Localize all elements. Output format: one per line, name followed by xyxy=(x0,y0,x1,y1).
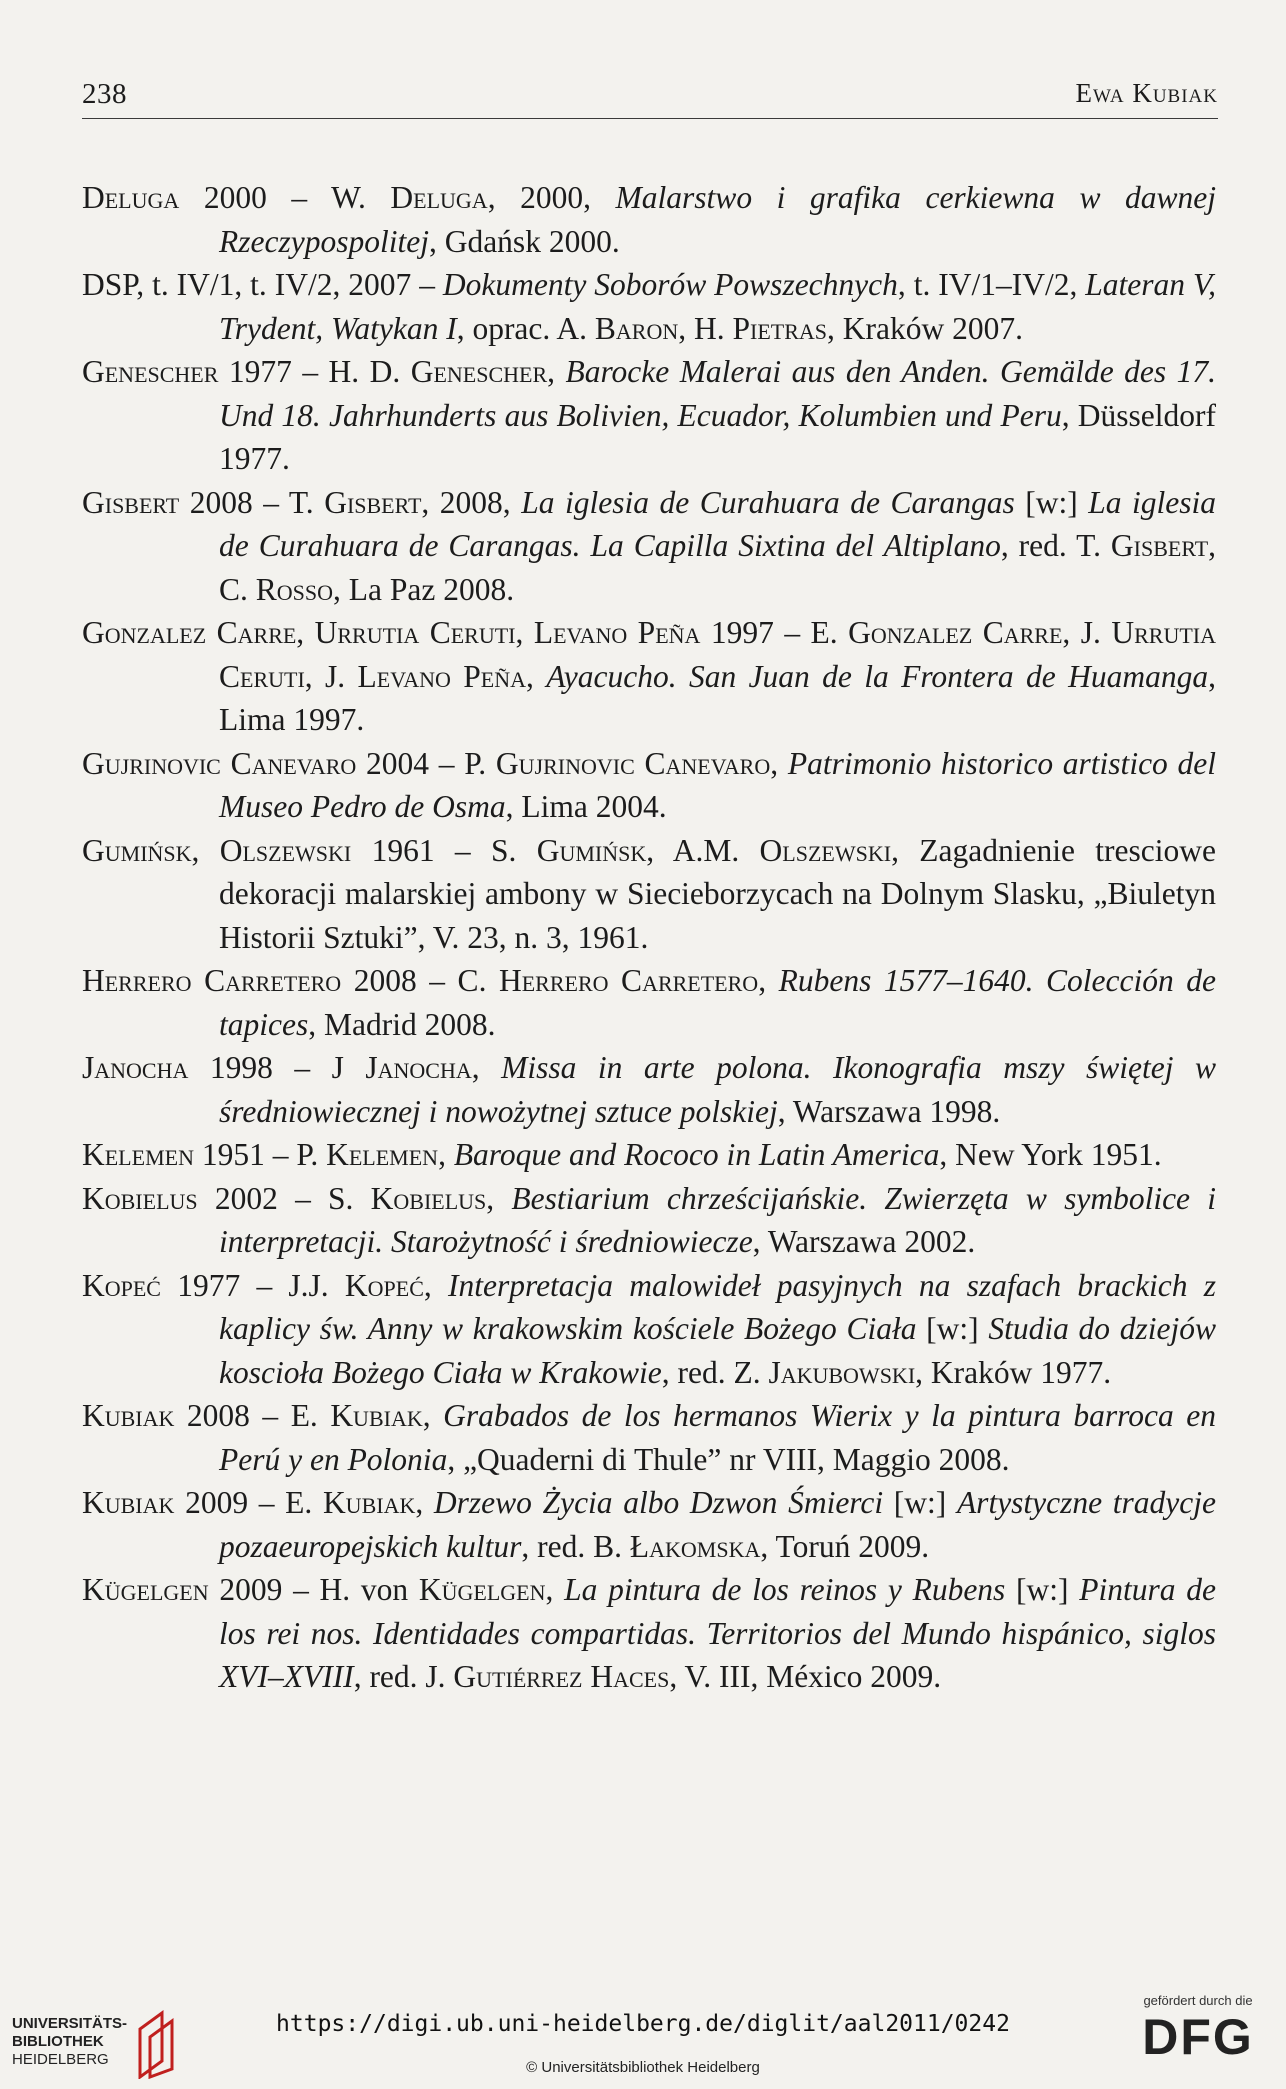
author-name: Gisbert xyxy=(324,484,422,520)
author-name: Deluga xyxy=(390,180,488,215)
bibliography-entry xyxy=(82,1177,1216,1264)
bibliography-entry xyxy=(82,742,1216,829)
author-name: Kobielus xyxy=(370,1180,487,1216)
bibliography-list xyxy=(82,176,1216,1699)
entry-text: [w:] xyxy=(1005,1572,1080,1607)
author-name: Levano Peña xyxy=(357,658,527,694)
work-title: Lateran V, Trydent, Watykan I xyxy=(219,267,1217,346)
author-name: Kubiak xyxy=(322,1485,416,1520)
work-title: La iglesia de Curahuara de Carangas. La Capilla Sixtina del Altiplano xyxy=(219,484,1217,563)
bibliography-entry xyxy=(82,1133,1216,1177)
entry-text: , red. J. xyxy=(353,1659,454,1694)
entry-text: , red. T. xyxy=(1000,528,1111,563)
author-name: Rosso xyxy=(255,571,334,607)
dfg-caption: gefördert durch die xyxy=(1143,1993,1253,2008)
author-name: Janocha xyxy=(365,1050,472,1085)
work-title: Patrimonio historico artistico del Museo Pedro de Osma xyxy=(219,745,1217,824)
author-name: Olszewski xyxy=(759,832,892,868)
entry-text: , Gdańsk 2000. xyxy=(428,223,620,259)
entry-text: , red. B. xyxy=(521,1528,630,1564)
bibliography-entry xyxy=(82,350,1216,481)
entry-text: , 2008, xyxy=(421,484,522,520)
entry-text: [w:] xyxy=(916,1311,989,1346)
bibliography-entry xyxy=(82,829,1216,960)
entry-text: , A.M. xyxy=(646,832,760,868)
entry-key: Gonzalez Carre, Urrutia Ceruti, Levano Peña 1997 xyxy=(82,615,774,650)
page-number: 238 xyxy=(82,78,127,110)
work-title: Pintura de los rei nos. Identidades compartidas. Territorios del Mundo hispánico, siglos XVI–XVIII xyxy=(219,1572,1216,1694)
work-title: Studia do dziejów koscioła Bożego Ciała w Krakowie xyxy=(219,1311,1216,1390)
entry-text: , Madrid 2008. xyxy=(308,1006,496,1042)
entry-text: – J.J. xyxy=(240,1267,345,1303)
entry-text: , „Quaderni di Thule” nr VIII, Maggio 2008. xyxy=(447,1441,1010,1477)
entry-text: , Toruń 2009. xyxy=(760,1528,930,1564)
work-title: Interpretacja malowideł pasyjnych na szafach brackich z kaplicy św. Anny w krakowskim kościele Bożego Ciała xyxy=(219,1267,1217,1346)
entry-text: – E. xyxy=(248,1485,323,1520)
entry-text: , xyxy=(415,1485,434,1520)
entry-text: – S. xyxy=(434,832,537,868)
author-name: Gonzalez Carre xyxy=(848,615,1063,650)
bibliography-entry xyxy=(82,263,1216,350)
logo-line: HEIDELBERG xyxy=(12,2051,109,2068)
bibliography-entry xyxy=(82,1046,1216,1133)
logo-line: UNIVERSITÄTS- xyxy=(12,2015,128,2032)
entry-key: Gumińsk, Olszewski 1961 xyxy=(82,832,435,868)
work-title: Drzewo Życia albo Dzwon Śmierci xyxy=(433,1485,884,1520)
entry-text: , red. Z. xyxy=(661,1354,769,1390)
work-title: La iglesia de Curahuara de Carangas xyxy=(521,484,1015,520)
entry-key: Kelemen 1951 xyxy=(82,1137,265,1172)
entry-text: – S. xyxy=(277,1180,371,1216)
entry-key: Genescher 1977 xyxy=(82,354,292,389)
work-title: Missa in arte polona. Ikonografia mszy świętej w średniowiecznej i nowożytnej sztuce polskiej xyxy=(219,1050,1216,1129)
entry-key: Kügelgen 2009 xyxy=(82,1572,283,1607)
entry-text: , xyxy=(758,963,779,998)
author-name: Gumińsk xyxy=(536,832,647,868)
entry-text: , La Paz 2008. xyxy=(333,571,515,607)
entry-text: , Kraków 2007. xyxy=(827,310,1024,346)
entry-text: – H. D. xyxy=(291,354,411,389)
entry-key: Kopeć 1977 xyxy=(82,1267,241,1303)
author-name: Kopeć xyxy=(344,1267,424,1303)
entry-text: , Warszawa 2002. xyxy=(752,1224,976,1259)
entry-text: – J xyxy=(272,1050,366,1085)
entry-text: , C. xyxy=(219,528,1217,607)
page-header xyxy=(82,78,1218,119)
entry-key: Deluga 2000 xyxy=(82,180,267,215)
bibliography-entry xyxy=(82,1568,1216,1699)
entry-text: , 2000, xyxy=(487,180,616,215)
running-head: Ewa Kubiak xyxy=(1075,78,1218,108)
entry-text: , New York 1951. xyxy=(939,1137,1162,1172)
entry-key: Kubiak 2009 xyxy=(82,1485,249,1520)
entry-text: , xyxy=(770,745,788,781)
entry-text: – E. xyxy=(773,615,849,650)
bibliography-entry xyxy=(82,1264,1216,1395)
entry-text: [w:] xyxy=(1014,484,1089,520)
author-name: Kügelgen xyxy=(418,1572,546,1607)
entry-text: , xyxy=(438,1137,454,1172)
work-title: Ayacucho. San Juan de la Frontera de Huamanga xyxy=(546,658,1209,694)
entry-text: – T. xyxy=(252,484,325,520)
logo-line: BIBLIOTHEK xyxy=(12,2033,104,2050)
entry-text: – E. xyxy=(249,1398,331,1433)
work-title: Bestiarium chrześcijańskie. Zwierzęta w symbolice i interpretacji. Starożytność i średniowiecze xyxy=(219,1180,1217,1259)
entry-text: [w:] xyxy=(883,1485,957,1520)
entry-text: , xyxy=(547,354,566,389)
work-title: Artystyczne tradycje pozaeuropejskich kultur xyxy=(219,1485,1217,1564)
entry-text: , J. xyxy=(1062,615,1112,650)
author-name: Gujrinovic Canevaro xyxy=(495,745,771,781)
author-name: Pietras xyxy=(732,310,828,346)
bibliography-entry xyxy=(82,1481,1216,1568)
source-url-link[interactable]: https://digi.ub.uni-heidelberg.de/diglit/aal2011/0242 xyxy=(276,2011,1010,2037)
work-title: La pintura de los reinos y Rubens xyxy=(564,1572,1006,1607)
author-name: Baron xyxy=(594,310,679,346)
entry-text: – H. von xyxy=(282,1572,419,1607)
work-title: Barocke Malerai aus den Anden. Gemälde des 17. Und 18. Jahrhunderts aus Bolivien, Ecuador, Kolumbien und Peru xyxy=(219,354,1216,433)
author-name: Kelemen xyxy=(326,1137,439,1172)
author-name: Gutiérrez Haces xyxy=(453,1659,670,1694)
author-name: Łakomska xyxy=(629,1528,761,1564)
entry-text: – W. xyxy=(266,180,391,215)
bibliography-entry xyxy=(82,611,1216,742)
entry-text: , xyxy=(526,658,547,694)
entry-text: , xyxy=(486,1180,512,1216)
author-name: Herrero Carretero xyxy=(498,963,759,998)
entry-key: Kobielus 2002 xyxy=(82,1180,278,1216)
entry-text: – C. xyxy=(416,963,499,998)
author-name: Gisbert xyxy=(1110,528,1209,563)
entry-text: , oprac. A. xyxy=(456,310,595,346)
entry-key: Gisbert 2008 xyxy=(82,484,253,520)
entry-text: , xyxy=(471,1050,502,1085)
work-title: Dokumenty Soborów Powszechnych xyxy=(442,267,898,302)
bibliography-entry xyxy=(82,481,1216,612)
entry-key: Kubiak 2008 xyxy=(82,1398,250,1433)
work-title: Baroque and Rococo in Latin America xyxy=(453,1137,940,1172)
page-footer xyxy=(0,1985,1286,2089)
work-title: Grabados de los hermanos Wierix y la pintura barroca en Perú y en Polonia xyxy=(219,1398,1216,1477)
entry-text: , Lima 1997. xyxy=(219,658,1217,737)
author-name: Kubiak xyxy=(330,1398,423,1433)
entry-text: , xyxy=(422,1398,444,1433)
dfg-logo[interactable] xyxy=(1128,1993,1268,2083)
entry-key: Gujrinovic Canevaro 2004 xyxy=(82,745,430,781)
bibliography-entry xyxy=(82,176,1216,263)
entry-text: , H. xyxy=(678,310,733,346)
entry-text: , Zagadnienie tresciowe dekoracji malarskiej ambony w Siecieborzycach na Dolnym Slasku, „Biuletyn Historii Sztuki”, V. 23, n. 3, 1961. xyxy=(219,832,1216,955)
entry-text: , Düsseldorf 1977. xyxy=(219,397,1216,476)
entry-text: , xyxy=(423,1267,448,1303)
entry-text: , Kraków 1977. xyxy=(915,1354,1112,1390)
copyright-notice: © Universitätsbibliothek Heidelberg xyxy=(526,2059,760,2076)
entry-text: DSP, t. IV/1, t. IV/2, 2007 – xyxy=(82,267,443,302)
author-name: Jakubowski xyxy=(768,1354,916,1390)
entry-text: , Lima 2004. xyxy=(505,789,667,824)
bibliography-entry xyxy=(82,1394,1216,1481)
entry-text: , J. xyxy=(304,658,358,694)
dfg-wordmark: DFG xyxy=(1142,2009,1254,2065)
work-title: Malarstwo i grafika cerkiewna w dawnej Rzeczypospolitej xyxy=(219,180,1217,259)
entry-text: – P. xyxy=(429,745,496,781)
work-title: Rubens 1577–1640. Colección de tapices xyxy=(219,963,1217,1042)
author-name: Genescher xyxy=(410,354,548,389)
entry-key: Janocha 1998 xyxy=(82,1050,273,1085)
entry-key: Herrero Carretero 2008 xyxy=(82,963,417,998)
entry-text: , Warszawa 1998. xyxy=(777,1093,1001,1129)
entry-text: , t. IV/1–IV/2, xyxy=(897,267,1086,302)
entry-text: – P. xyxy=(264,1137,327,1172)
author-name: Urrutia Ceruti xyxy=(219,615,1216,694)
entry-text: , V. III, México 2009. xyxy=(669,1659,942,1694)
bibliography-entry xyxy=(82,959,1216,1046)
entry-text: , xyxy=(545,1572,565,1607)
